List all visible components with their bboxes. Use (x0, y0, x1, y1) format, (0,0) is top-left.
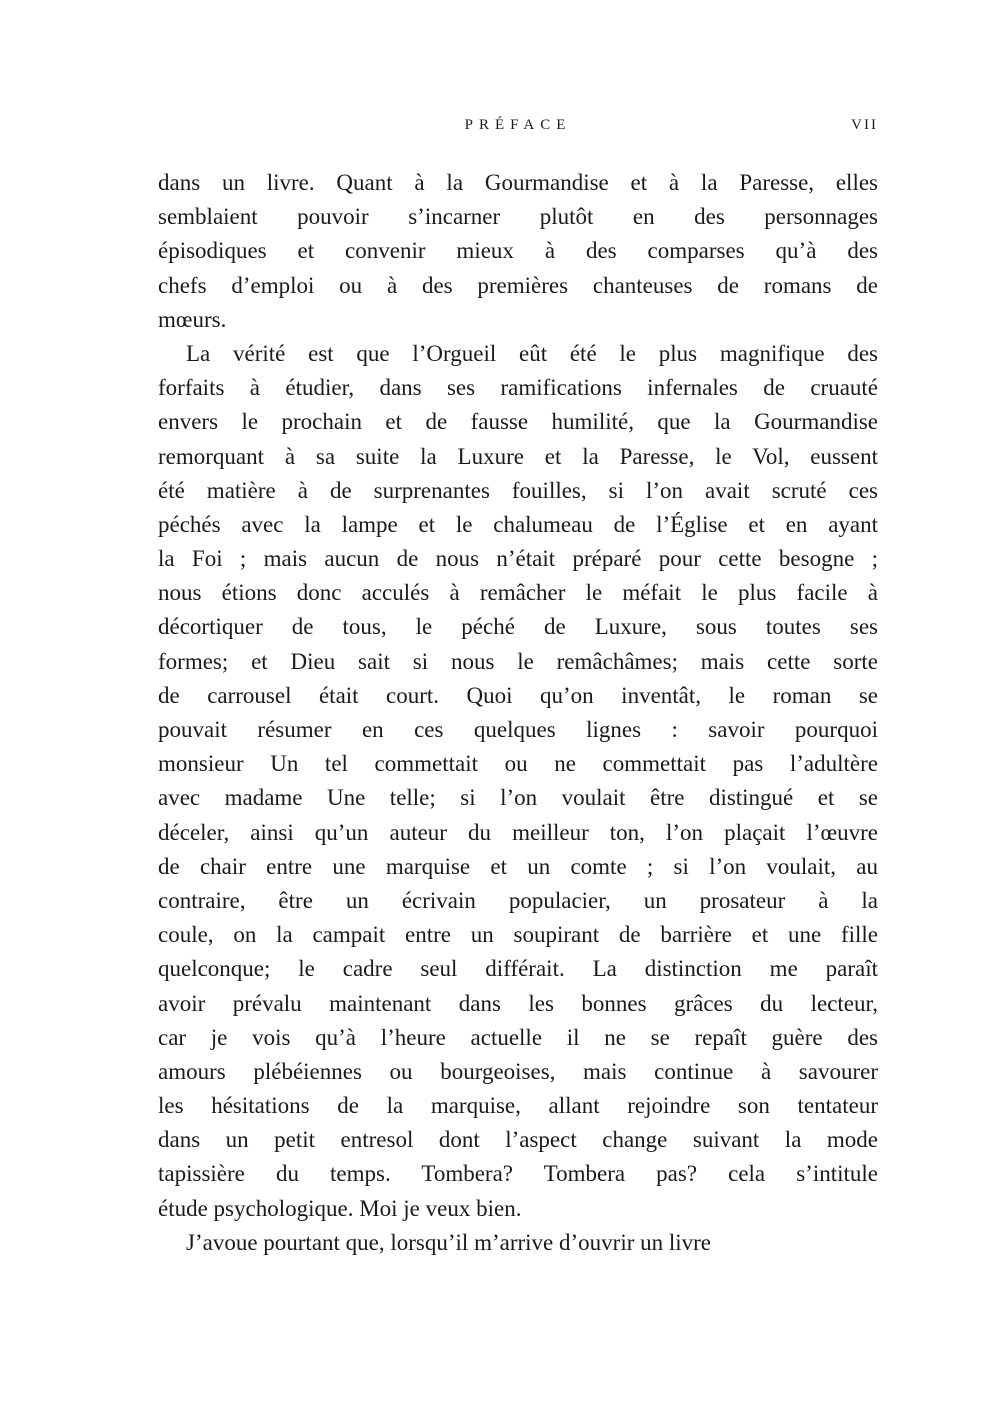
text-line: tapissière du temps. Tombera? Tombera pas? cela s’intitule (158, 1161, 878, 1187)
text-line: déceler, ainsi qu’un auteur du meilleur ton, l’on plaçait l’œuvre (158, 819, 878, 845)
text-line: été matière à de surprenantes fouilles, si l’on avait scruté ces (158, 477, 878, 503)
text-line: semblaient pouvoir s’incarner plutôt en des personnages (158, 204, 878, 230)
text-line: les hésitations de la marquise, allant rejoindre son tentateur (158, 1093, 878, 1119)
text-line: la Foi ; mais aucun de nous n’était préparé pour cette besogne ; (158, 546, 878, 572)
text-line: coule, on la campait entre un soupirant de barrière et une fille (158, 922, 878, 948)
text-line: chefs d’emploi ou à des premières chanteuses de romans de (158, 272, 878, 298)
text-line: dans un livre. Quant à la Gourmandise et à la Paresse, elles (158, 170, 878, 195)
page-number: VII (851, 117, 878, 133)
text-line: péchés avec la lampe et le chalumeau de l’Église et en ayant (158, 511, 878, 537)
text-line: avec madame Une telle; si l’on voulait être distingué et se (158, 785, 878, 811)
text-line: mœurs. (158, 306, 227, 332)
text-line: étude psychologique. Moi je veux bien. (158, 1195, 522, 1221)
text-line: remorquant à sa suite la Luxure et la Paresse, le Vol, eussent (158, 443, 878, 469)
text-line: avoir prévalu maintenant dans les bonnes grâces du lecteur, (158, 990, 878, 1016)
text-line: nous étions donc acculés à remâcher le méfait le plus facile à (158, 580, 878, 606)
text-line: de chair entre une marquise et un comte ; si l’on voulait, au (158, 853, 878, 879)
paragraph (158, 337, 878, 1226)
text-line: amours plébéiennes ou bourgeoises, mais continue à savourer (158, 1058, 878, 1084)
text-line: monsieur Un tel commettait ou ne commettait pas l’adultère (158, 751, 878, 777)
text-line: épisodiques et convenir mieux à des comparses qu’à des (158, 238, 878, 264)
text-line: car je vois qu’à l’heure actuelle il ne se repaît guère des (158, 1024, 878, 1050)
text-line: pouvait résumer en ces quelques lignes : savoir pourquoi (158, 717, 878, 742)
text-line: J’avoue pourtant que, lorsqu’il m’arrive d’ouvrir un livre (186, 1229, 712, 1255)
paragraph (158, 166, 878, 337)
text-line: envers le prochain et de fausse humilité, que la Gourmandise (158, 409, 878, 435)
text-line: forfaits à étudier, dans ses ramifications infernales de cruauté (158, 375, 878, 401)
text-line: décortiquer de tous, le péché de Luxure, sous toutes ses (158, 614, 878, 640)
body-text (158, 166, 878, 1260)
text-line: quelconque; le cadre seul différait. La distinction me paraît (158, 956, 878, 982)
paragraph (158, 1226, 878, 1260)
page-header (158, 117, 878, 141)
text-line: contraire, être un écrivain populacier, un prosateur à la (158, 887, 878, 913)
text-line: formes; et Dieu sait si nous le remâchâmes; mais cette sorte (158, 648, 878, 674)
running-title: PRÉFACE (464, 117, 572, 133)
text-line: dans un petit entresol dont l’aspect change suivant la mode (158, 1127, 878, 1153)
text-line: de carrousel était court. Quoi qu’on inventât, le roman se (158, 682, 878, 708)
text-line: La vérité est que l’Orgueil eût été le plus magnifique des (186, 340, 878, 366)
